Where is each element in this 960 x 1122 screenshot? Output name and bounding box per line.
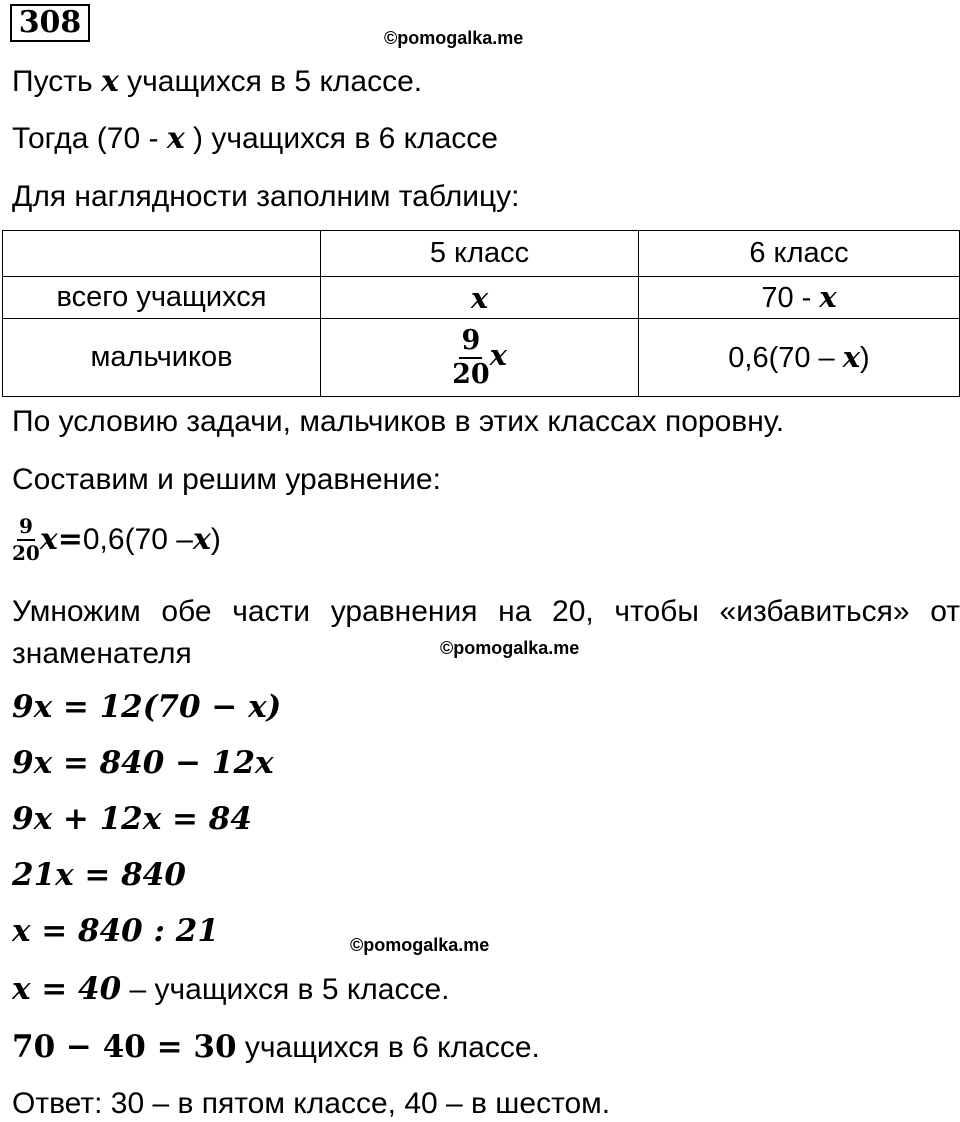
variable-x: x — [39, 521, 58, 557]
variable-x: x — [192, 521, 211, 557]
table-row-label: мальчиков — [3, 319, 321, 397]
step-3: 9x + 12x = 84 — [12, 801, 252, 837]
table-header-row — [3, 231, 960, 277]
result-2 — [12, 1028, 540, 1066]
problem-number: 308 — [10, 4, 90, 42]
result-1-text: – учащихся в 5 классе. — [121, 973, 450, 1006]
watermark: ©pomogalka.me — [350, 935, 490, 955]
table-cell-6 — [639, 319, 960, 397]
fraction-denominator: 20 — [452, 359, 490, 390]
cell-text: 0,6(70 – — [728, 342, 843, 374]
intro-line-3: Для наглядности заполним таблицу: — [12, 180, 520, 213]
condition-text: По условию задачи, мальчиков в этих классах поровну. — [12, 405, 785, 438]
intro-line-2-pre: Тогда (70 - — [12, 122, 167, 155]
variable-x: x — [819, 280, 837, 314]
table-cell-5: x — [321, 277, 639, 319]
table-header-5: 5 класс — [321, 231, 639, 277]
step-5: x = 840 : 21 — [12, 913, 219, 949]
equals-sign: = — [57, 521, 83, 557]
table-header-empty — [3, 231, 321, 277]
table-cell-5 — [321, 319, 639, 397]
watermark: ©pomogalka.me — [384, 28, 524, 48]
answer-text: Ответ: 30 – в пятом классе, 40 – в шестом. — [12, 1087, 611, 1120]
fraction-numerator: 9 — [459, 327, 482, 359]
cell-text: ) — [860, 342, 870, 374]
step-2: 9x = 840 − 12x — [12, 745, 274, 781]
watermark: ©pomogalka.me — [440, 638, 580, 658]
intro-line-1 — [12, 64, 422, 100]
step-4: 21x = 840 — [12, 857, 186, 893]
fraction-numerator: 9 — [17, 516, 35, 541]
variable-x: x — [166, 121, 185, 156]
table-row-boys — [3, 319, 960, 397]
intro-line-1-pre: Пусть — [12, 65, 101, 98]
equation-rhs: 0,6(70 – — [82, 522, 193, 556]
variable-x: x — [100, 64, 119, 99]
intro-line-2-post: ) учащихся в 6 классе — [184, 122, 498, 155]
result-2-text: учащихся в 6 классе. — [236, 1031, 540, 1064]
fraction-denominator: 20 — [12, 541, 40, 565]
step-1: 9x = 12(70 − x) — [12, 689, 282, 725]
data-table — [2, 230, 960, 397]
multiply-line-1: Умножим обе части уравнения на 20, чтобы «избавиться» от — [12, 595, 960, 628]
intro-line-2 — [12, 121, 498, 157]
equation-rhs-close: ) — [210, 522, 221, 556]
table-header-6: 6 класс — [639, 231, 960, 277]
cell-text: 70 - — [761, 282, 820, 314]
result-2-math: 70 − 40 = 30 — [12, 1029, 237, 1065]
intro-line-1-post: учащихся в 5 классе. — [118, 65, 423, 98]
variable-x: x — [842, 340, 861, 374]
fraction — [452, 327, 490, 388]
equation-line — [12, 516, 221, 563]
fraction — [12, 516, 40, 563]
result-1 — [12, 970, 450, 1008]
table-row-total — [3, 277, 960, 319]
variable-x: x — [489, 338, 507, 373]
table-cell-6 — [639, 277, 960, 319]
compose-text: Составим и решим уравнение: — [12, 463, 441, 496]
table-row-label: всего учащихся — [3, 277, 321, 319]
result-1-math: x = 40 — [12, 971, 122, 1007]
multiply-line-2: знаменателя — [12, 637, 192, 670]
